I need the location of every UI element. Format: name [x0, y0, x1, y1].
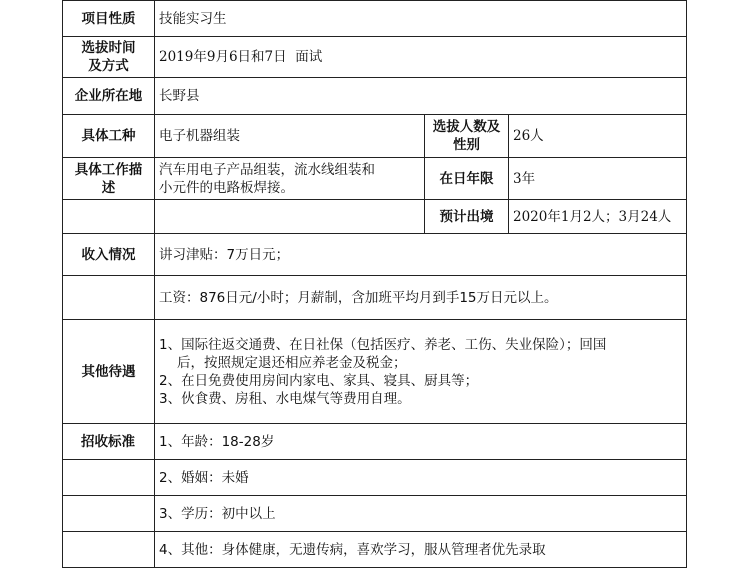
selection-label-line1: 选拔时间 — [81, 40, 136, 56]
job-info-table — [62, 0, 687, 568]
row-location — [63, 78, 687, 115]
row-criteria-2 — [63, 460, 687, 496]
departure-empty-cell-1 — [63, 200, 155, 234]
headcount-value: 26人 — [509, 115, 687, 158]
row-income-wage — [63, 276, 687, 320]
selection-method: 面试 — [295, 49, 323, 65]
income-wage: 工资：876日元/小时；月薪制，含加班平均月到手15万日元以上。 — [155, 276, 687, 320]
job-desc-label-line2: 述 — [101, 179, 116, 196]
selection-value — [155, 37, 687, 78]
row-project-type — [63, 1, 687, 37]
row-job-desc — [63, 158, 687, 200]
criteria-label: 招收标准 — [63, 424, 155, 460]
benefits-item1-line2: 后，按照规定退还相应养老金及税金； — [177, 354, 407, 371]
benefits-label: 其他待遇 — [63, 320, 155, 424]
criteria-item2: 2、婚姻：未婚 — [155, 460, 687, 496]
benefits-item3: 3、伙食费、房租、水电煤气等费用自理。 — [159, 390, 411, 407]
row-criteria-4 — [63, 532, 687, 568]
job-type-label: 具体工种 — [63, 115, 155, 158]
headcount-label-line2: 性别 — [453, 137, 480, 153]
income-label: 收入情况 — [63, 234, 155, 276]
criteria-item4: 4、其他：身体健康，无遗传病，喜欢学习，服从管理者优先录取 — [155, 532, 687, 568]
job-desc-value — [155, 158, 425, 200]
location-label: 企业所在地 — [63, 78, 155, 115]
criteria-item1: 1、年龄：18-28岁 — [155, 424, 687, 460]
term-label: 在日年限 — [425, 158, 509, 200]
departure-value: 2020年1月2人；3月24人 — [509, 200, 687, 234]
departure-label: 预计出境 — [425, 200, 509, 234]
job-type-value: 电子机器组装 — [155, 115, 425, 158]
selection-date: 2019年9月6日和7日 — [159, 49, 287, 65]
selection-label-line2: 及方式 — [88, 58, 129, 74]
departure-empty-cell-2 — [155, 200, 425, 234]
criteria-item3: 3、学历：初中以上 — [155, 496, 687, 532]
location-value: 长野县 — [155, 78, 687, 115]
project-type-label: 项目性质 — [63, 1, 155, 37]
term-value: 3年 — [509, 158, 687, 200]
row-benefits — [63, 320, 687, 424]
job-desc-label — [63, 158, 155, 200]
criteria-empty-cell-3 — [63, 496, 155, 532]
benefits-item1-line1: 1、国际往返交通费、在日社保（包括医疗、养老、工伤、失业保险）；回国 — [159, 336, 607, 353]
selection-label — [63, 37, 155, 78]
income-allowance: 讲习津贴：7万日元； — [155, 234, 687, 276]
row-criteria-3 — [63, 496, 687, 532]
row-departure — [63, 200, 687, 234]
benefits-value — [155, 320, 687, 424]
row-income-allowance — [63, 234, 687, 276]
project-type-value: 技能实习生 — [155, 1, 687, 37]
row-criteria-1 — [63, 424, 687, 460]
job-desc-line1: 汽车用电子产品组装，流水线组装和 — [159, 161, 375, 178]
job-desc-line2: 小元件的电路板焊接。 — [159, 179, 294, 196]
row-job-type — [63, 115, 687, 158]
criteria-empty-cell-4 — [63, 532, 155, 568]
job-desc-label-line1: 具体工作描 — [74, 161, 143, 178]
criteria-empty-cell-2 — [63, 460, 155, 496]
headcount-label-line1: 选拔人数及 — [432, 119, 501, 135]
income-empty-cell — [63, 276, 155, 320]
headcount-label — [425, 115, 509, 158]
row-selection — [63, 37, 687, 78]
benefits-item2: 2、在日免费使用房间内家电、家具、寝具、厨具等； — [159, 372, 479, 389]
